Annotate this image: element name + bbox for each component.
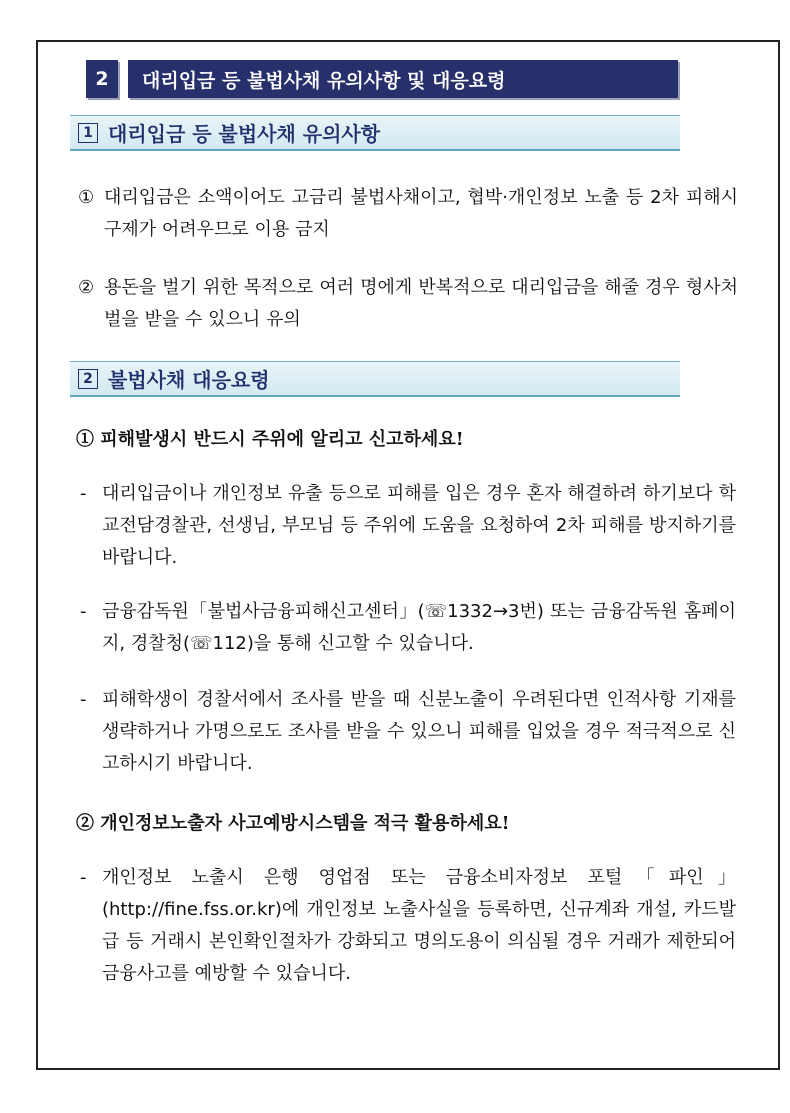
section-2-number: 2: [78, 369, 98, 389]
response-bullet-text: 대리입금이나 개인정보 유출 등으로 피해를 입은 경우 혼자 해결하려 하기보다 학교전담경찰관, 선생님, 부모님 등 주위에 도움을 요청하여 2차 피해를 방지하기를 바랍니다.: [102, 483, 736, 568]
response-bullet-text: 개인정보 노출시 은행 영업점 또는 금융소비자정보 포털「파인」(http://fine.fss.or.kr)에 개인정보 노출사실을 등록하면, 신규계좌 개설, 카드발급 등 거래시 본인확인절차가 강화되고 명의도용이 의심될 경우 거래가 제한되어 금융사고를 예방할 수 있습니다.: [102, 867, 736, 984]
section-2-title: 불법사채 대응요령: [108, 368, 270, 392]
response-bullet-text: 피해학생이 경찰서에서 조사를 받을 때 신분노출이 우려된다면 인적사항 기재를 생략하거나 가명으로도 조사를 받을 수 있으니 피해를 입었을 경우 적극적으로 신고하시기 바랍니다.: [102, 689, 736, 774]
dash-marker: -: [80, 601, 87, 622]
chapter-title: 대리입금 등 불법사채 유의사항 및 대응요령: [128, 60, 678, 98]
dash-marker: -: [80, 689, 87, 710]
dash-marker: -: [80, 867, 87, 888]
section-2-header: [70, 361, 680, 397]
caution-item-text: 용돈을 벌기 위한 목적으로 여러 명에게 반복적으로 대리입금을 해줄 경우 형사처벌을 받을 수 있으니 유의: [104, 277, 738, 330]
response-bullet: [80, 478, 736, 574]
chapter-number: 2: [86, 60, 118, 98]
response-subheading-2: ② 개인정보노출자 사고예방시스템을 적극 활용하세요!: [76, 813, 510, 834]
caution-item-text: 대리입금은 소액이어도 고금리 불법사채이고, 협박·개인정보 노출 등 2차 피해시 구제가 어려우므로 이용 금지: [104, 187, 738, 240]
dash-marker: -: [80, 483, 87, 504]
section-1-header: [70, 115, 680, 151]
section-1-title: 대리입금 등 불법사채 유의사항: [108, 122, 381, 146]
response-bullet: [80, 596, 736, 660]
caution-item-marker: ①: [78, 187, 95, 208]
chapter-header: [86, 60, 678, 98]
response-bullet: [80, 684, 736, 780]
response-bullet: [80, 862, 736, 990]
section-1-number: 1: [78, 123, 98, 143]
response-subheading-1: ① 피해발생시 반드시 주위에 알리고 신고하세요!: [76, 429, 464, 450]
caution-item-2: [78, 272, 738, 336]
caution-item-1: [78, 182, 738, 246]
caution-item-marker: ②: [78, 277, 95, 298]
response-bullet-text: 금융감독원「불법사금융피해신고센터」(☏1332→3번) 또는 금융감독원 홈페이지, 경찰청(☏112)을 통해 신고할 수 있습니다.: [102, 601, 736, 654]
